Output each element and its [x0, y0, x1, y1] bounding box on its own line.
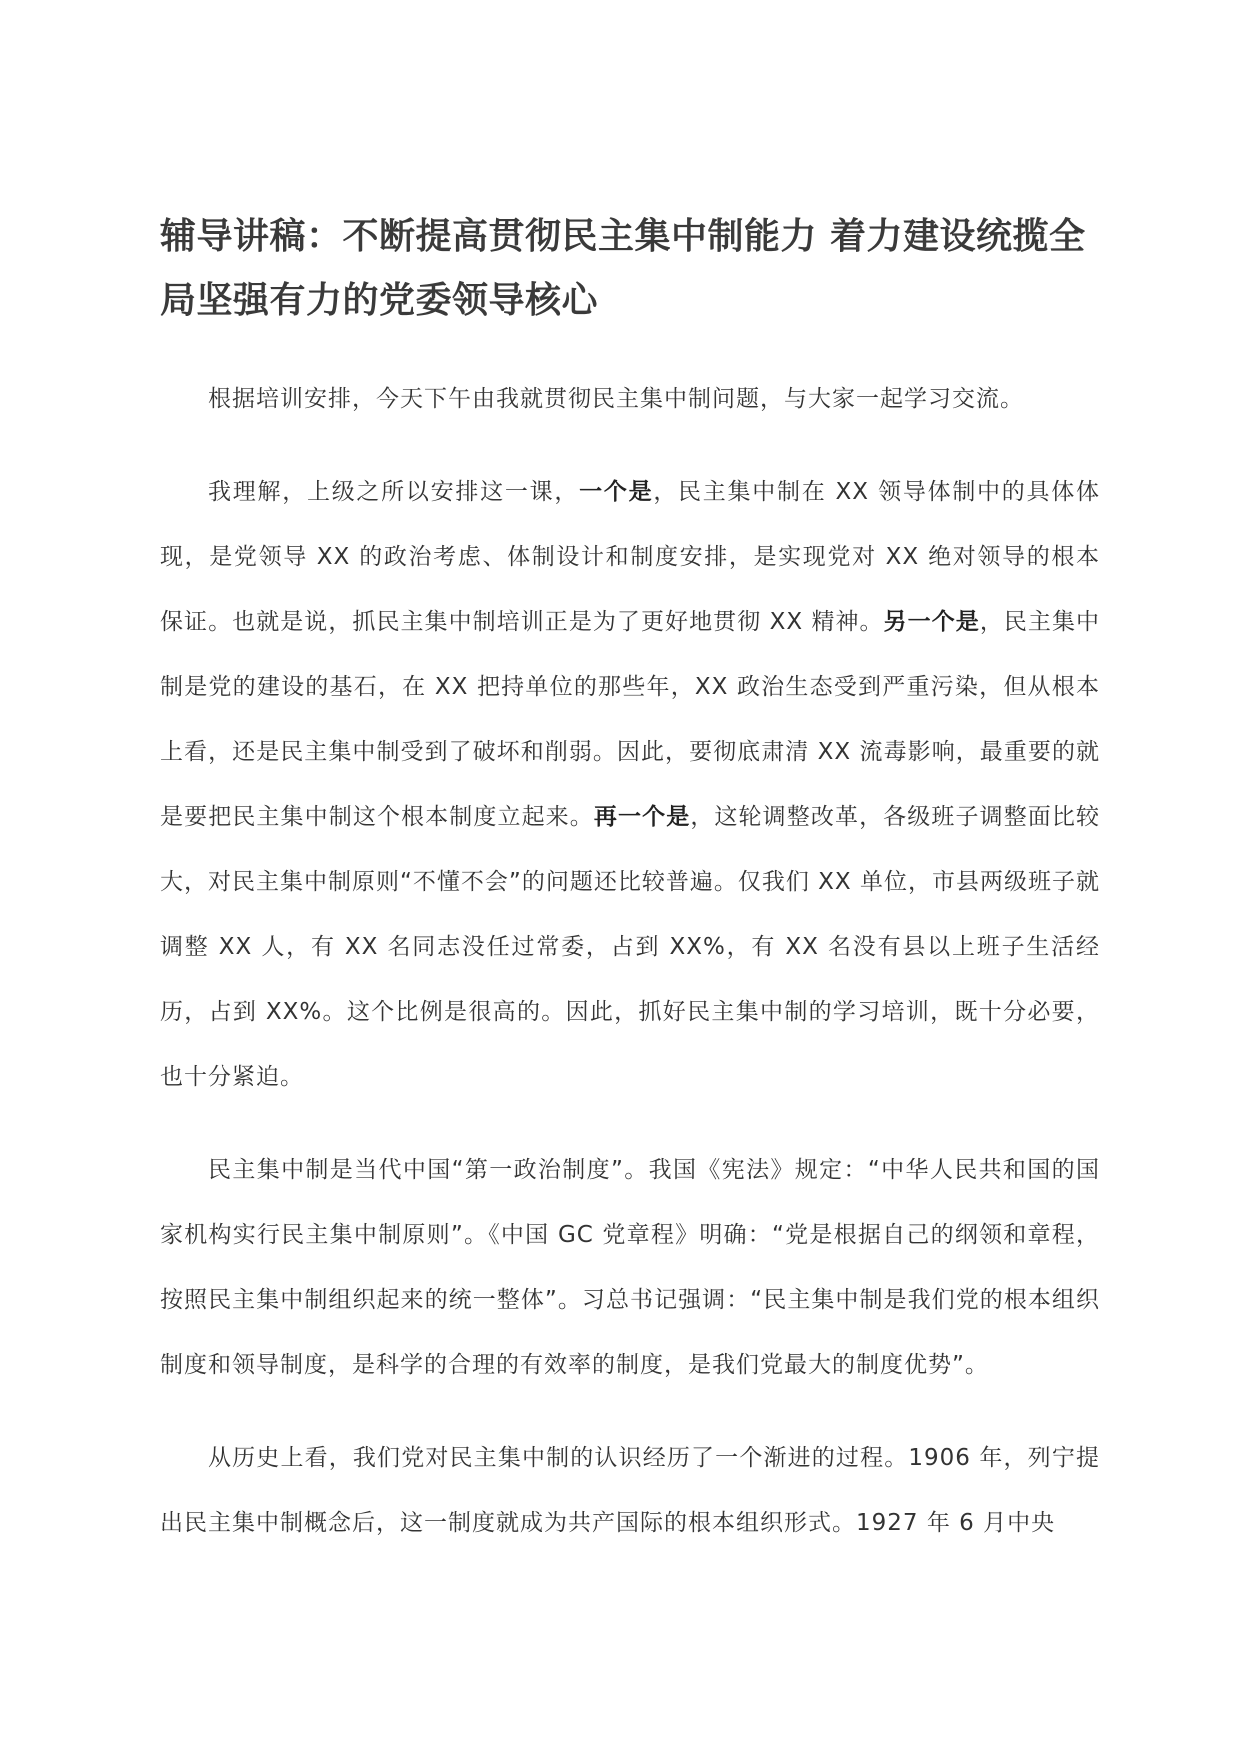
- body-paragraph: [160, 1138, 1100, 1398]
- paragraph-text: 我理解，上级之所以安排这一课，: [208, 479, 580, 505]
- emphasis-text: 再一个是: [593, 804, 691, 830]
- paragraph-text: 从历史上看，我们党对民主集中制的认识经历了一个渐进的过程。1906 年，列宁提出民主集中制概念后，这一制度就成为共产国际的根本组织形式。1927 年 6 月中央: [160, 1445, 1100, 1536]
- paragraph-text: ，这轮调整改革，各级班子调整面比较大，对民主集中制原则“不懂不会”的问题还比较普遍。仅我们 XX 单位，市县两级班子就调整 XX 人，有 XX 名同志没任过常委，占到 XX%，有 XX 名没有县以上班子生活经历，占到 XX%。这个比例是很高的。因此，抓好民主集中制的学习培训，既十分必要，也十分紧迫。: [160, 804, 1101, 1090]
- emphasis-text: 另一个是: [883, 609, 980, 635]
- paragraph-text: 根据培训安排，今天下午由我就贯彻民主集中制问题，与大家一起学习交流。: [208, 386, 1024, 412]
- emphasis-text: 一个是: [579, 479, 654, 505]
- paragraph-text: 民主集中制是当代中国“第一政治制度”。我国《宪法》规定：“中华人民共和国的国家机构实行民主集中制原则”。《中国 GC 党章程》明确：“党是根据自己的纲领和章程，按照民主集中制组织起来的统一整体”。习总书记强调：“民主集中制是我们党的根本组织制度和领导制度，是科学的合理的有效率的制度，是我们党最大的制度优势”。: [160, 1157, 1100, 1378]
- paragraph-text: ，民主集中制是党的建设的基石，在 XX 把持单位的那些年，XX 政治生态受到严重污染，但从根本上看，还是民主集中制受到了破坏和削弱。因此，要彻底肃清 XX 流毒影响，最重要的就是要把民主集中制这个根本制度立起来。: [160, 609, 1101, 830]
- document-body: [160, 367, 1100, 1556]
- body-paragraph: [160, 1426, 1100, 1556]
- body-paragraph: [160, 367, 1100, 432]
- body-paragraph: [160, 460, 1100, 1110]
- document-title: 辅导讲稿：不断提高贯彻民主集中制能力 着力建设统揽全局坚强有力的党委领导核心: [160, 216, 1086, 321]
- document-page: [160, 205, 1100, 1584]
- paragraph-text: ，民主集中制在 XX 领导体制中的具体体现，是党领导 XX 的政治考虑、体制设计和制度安排，是实现党对 XX 绝对领导的根本保证。也就是说，抓民主集中制培训正是为了更好地贯彻 XX 精神。: [160, 479, 1101, 635]
